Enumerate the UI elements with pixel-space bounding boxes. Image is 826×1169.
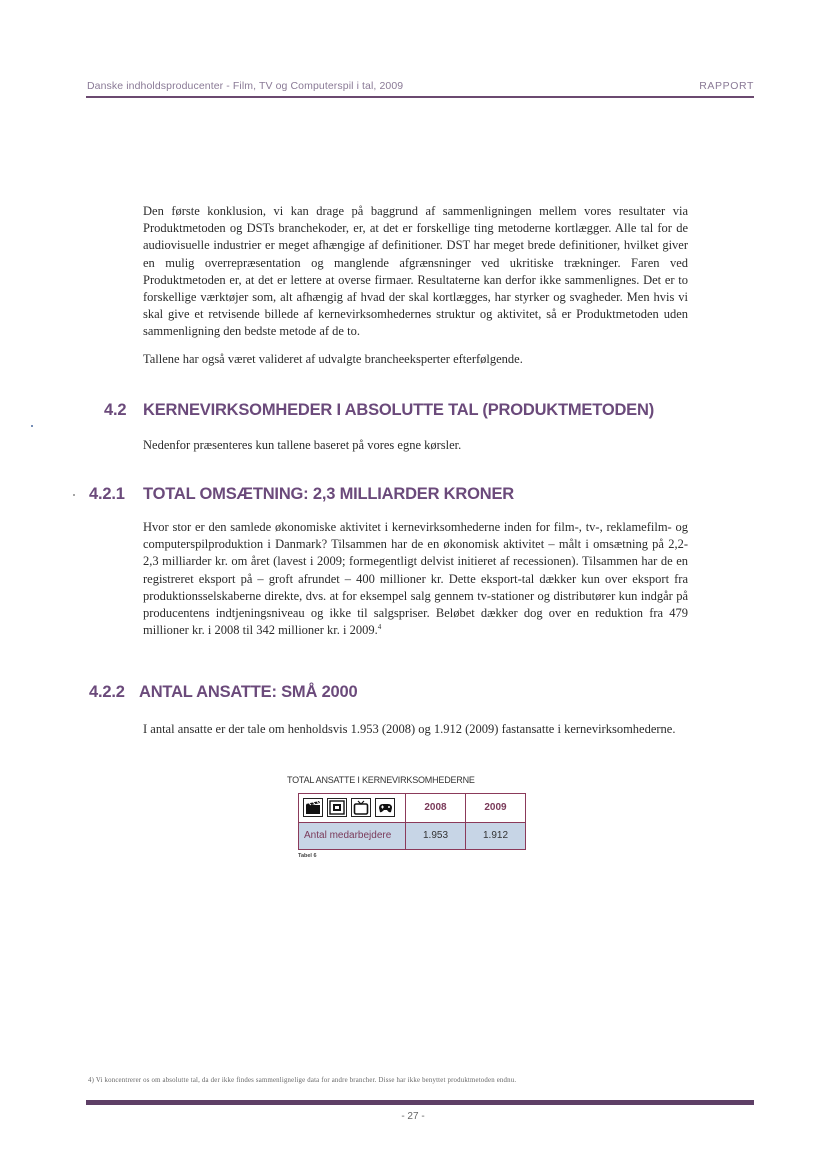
section-heading-4-2-2: ANTAL ANSATTE: SMÅ 2000 bbox=[139, 683, 358, 701]
section-number-4-2-2: 4.2.2 bbox=[89, 683, 125, 701]
table-caption: Tabel 6 bbox=[298, 853, 317, 859]
paragraph-intro: Nedenfor præsenteres kun tallene baseret på vores egne kørsler. bbox=[143, 438, 462, 452]
footer-rule bbox=[86, 1100, 754, 1105]
paragraph-validation: Tallene har også været valideret af udvalgte brancheeksperter efterfølgende. bbox=[143, 352, 523, 366]
paragraph-turnover-text: Hvor stor er den samlede økonomiske aktivitet i kernevirksomhederne inden for film-, tv-, reklamefilm- og computerspilproduktion i Danmark? Tilsammen har de en økonomisk aktivitet – målt i omsætning på 2,2-2,3 milliarder kr. om året (lavest i 2009; formegentligt delvist initieret af recessionen). Tilsammen har de en registreret eksport på – groft afrundet – 400 millioner kr. Dette eksport-tal dækker kun over eksport fra produktionsselskaberne direkte, dvs. at for eksempel salg gennem tv-stationer og distributører kun indgår på producentens indtjeningsniveau og ikke til salgspriser. Beløbet dækker dog over en reduktion fra 479 millioner kr. i 2008 til 342 millioner kr. i 2009. bbox=[143, 520, 688, 638]
film-clapper-icon bbox=[303, 798, 323, 817]
table-row bbox=[299, 823, 525, 849]
table-title: TOTAL ANSATTE I KERNEVIRKSOMHEDERNE bbox=[287, 775, 475, 785]
header-rule bbox=[86, 96, 754, 98]
paragraph-turnover bbox=[143, 519, 688, 639]
year-header-2009: 2009 bbox=[484, 802, 507, 813]
footnote: 4) Vi koncentrerer os om absolutte tal, da der ikke findes sammenlignelige data for andre brancher. Disse har ikke benyttet produktmetoden endnu. bbox=[88, 1077, 517, 1084]
paragraph-conclusion: Den første konklusion, vi kan drage på baggrund af sammenligningen mellem vores resultater via Produktmetoden og DSTs branchekoder, er, at det er forskellige ting metoderne kortlægger. Alle tal for de audiovisuelle industrier er meget afhængige af definitioner. DST har meget brede definitioner, hvilket giver en mulig overrepræsentation og manglende afgrænsninger ved ukritiske trækninger. Faren ved Produktmetoden er, at det er lettere at overse firmaer. Resultaterne kan derfor ikke sammenlignes. Det er to forskellige værktøjer som, alt afhængig af hvad der skal kortlægges, har styrker og svagheder. Men hvis vi skal give et retvisende billede af kernevirksomhedernes struktur og aktivitet, så er Produktmetoden uden sammenligning den bedste metode af de to. bbox=[143, 204, 688, 339]
value-2008: 1.953 bbox=[406, 823, 466, 849]
page-number: - 27 - bbox=[401, 1111, 425, 1122]
scan-speck bbox=[73, 494, 75, 496]
footnote-ref: 4 bbox=[377, 623, 382, 632]
section-number-4-2-1: 4.2.1 bbox=[89, 485, 125, 503]
year-header-2008: 2008 bbox=[406, 794, 466, 822]
section-heading-4-2: KERNEVIRKSOMHEDER I ABSOLUTTE TAL (PRODUKTMETODEN) bbox=[143, 401, 654, 419]
value-2009: 1.912 bbox=[482, 830, 509, 841]
running-header-title: Danske indholdsproducenter - Film, TV og Computerspil i tal, 2009 bbox=[87, 80, 404, 92]
employees-table bbox=[298, 793, 526, 850]
gamepad-icon bbox=[375, 798, 395, 817]
scan-speck bbox=[31, 425, 33, 427]
section-number-4-2: 4.2 bbox=[104, 401, 127, 419]
section-heading-4-2-1: TOTAL OMSÆTNING: 2,3 MILLIARDER KRONER bbox=[143, 485, 514, 503]
row-label: Antal medarbejdere bbox=[299, 823, 406, 849]
cinema-icon bbox=[327, 798, 347, 817]
table-header-row bbox=[299, 794, 525, 823]
running-header-label: RAPPORT bbox=[699, 80, 754, 92]
table-icon-cell bbox=[299, 794, 406, 822]
tv-icon bbox=[351, 798, 371, 817]
paragraph-employees: I antal ansatte er der tale om henholdsvis 1.953 (2008) og 1.912 (2009) fastansatte i kernevirksomhederne. bbox=[143, 722, 676, 736]
